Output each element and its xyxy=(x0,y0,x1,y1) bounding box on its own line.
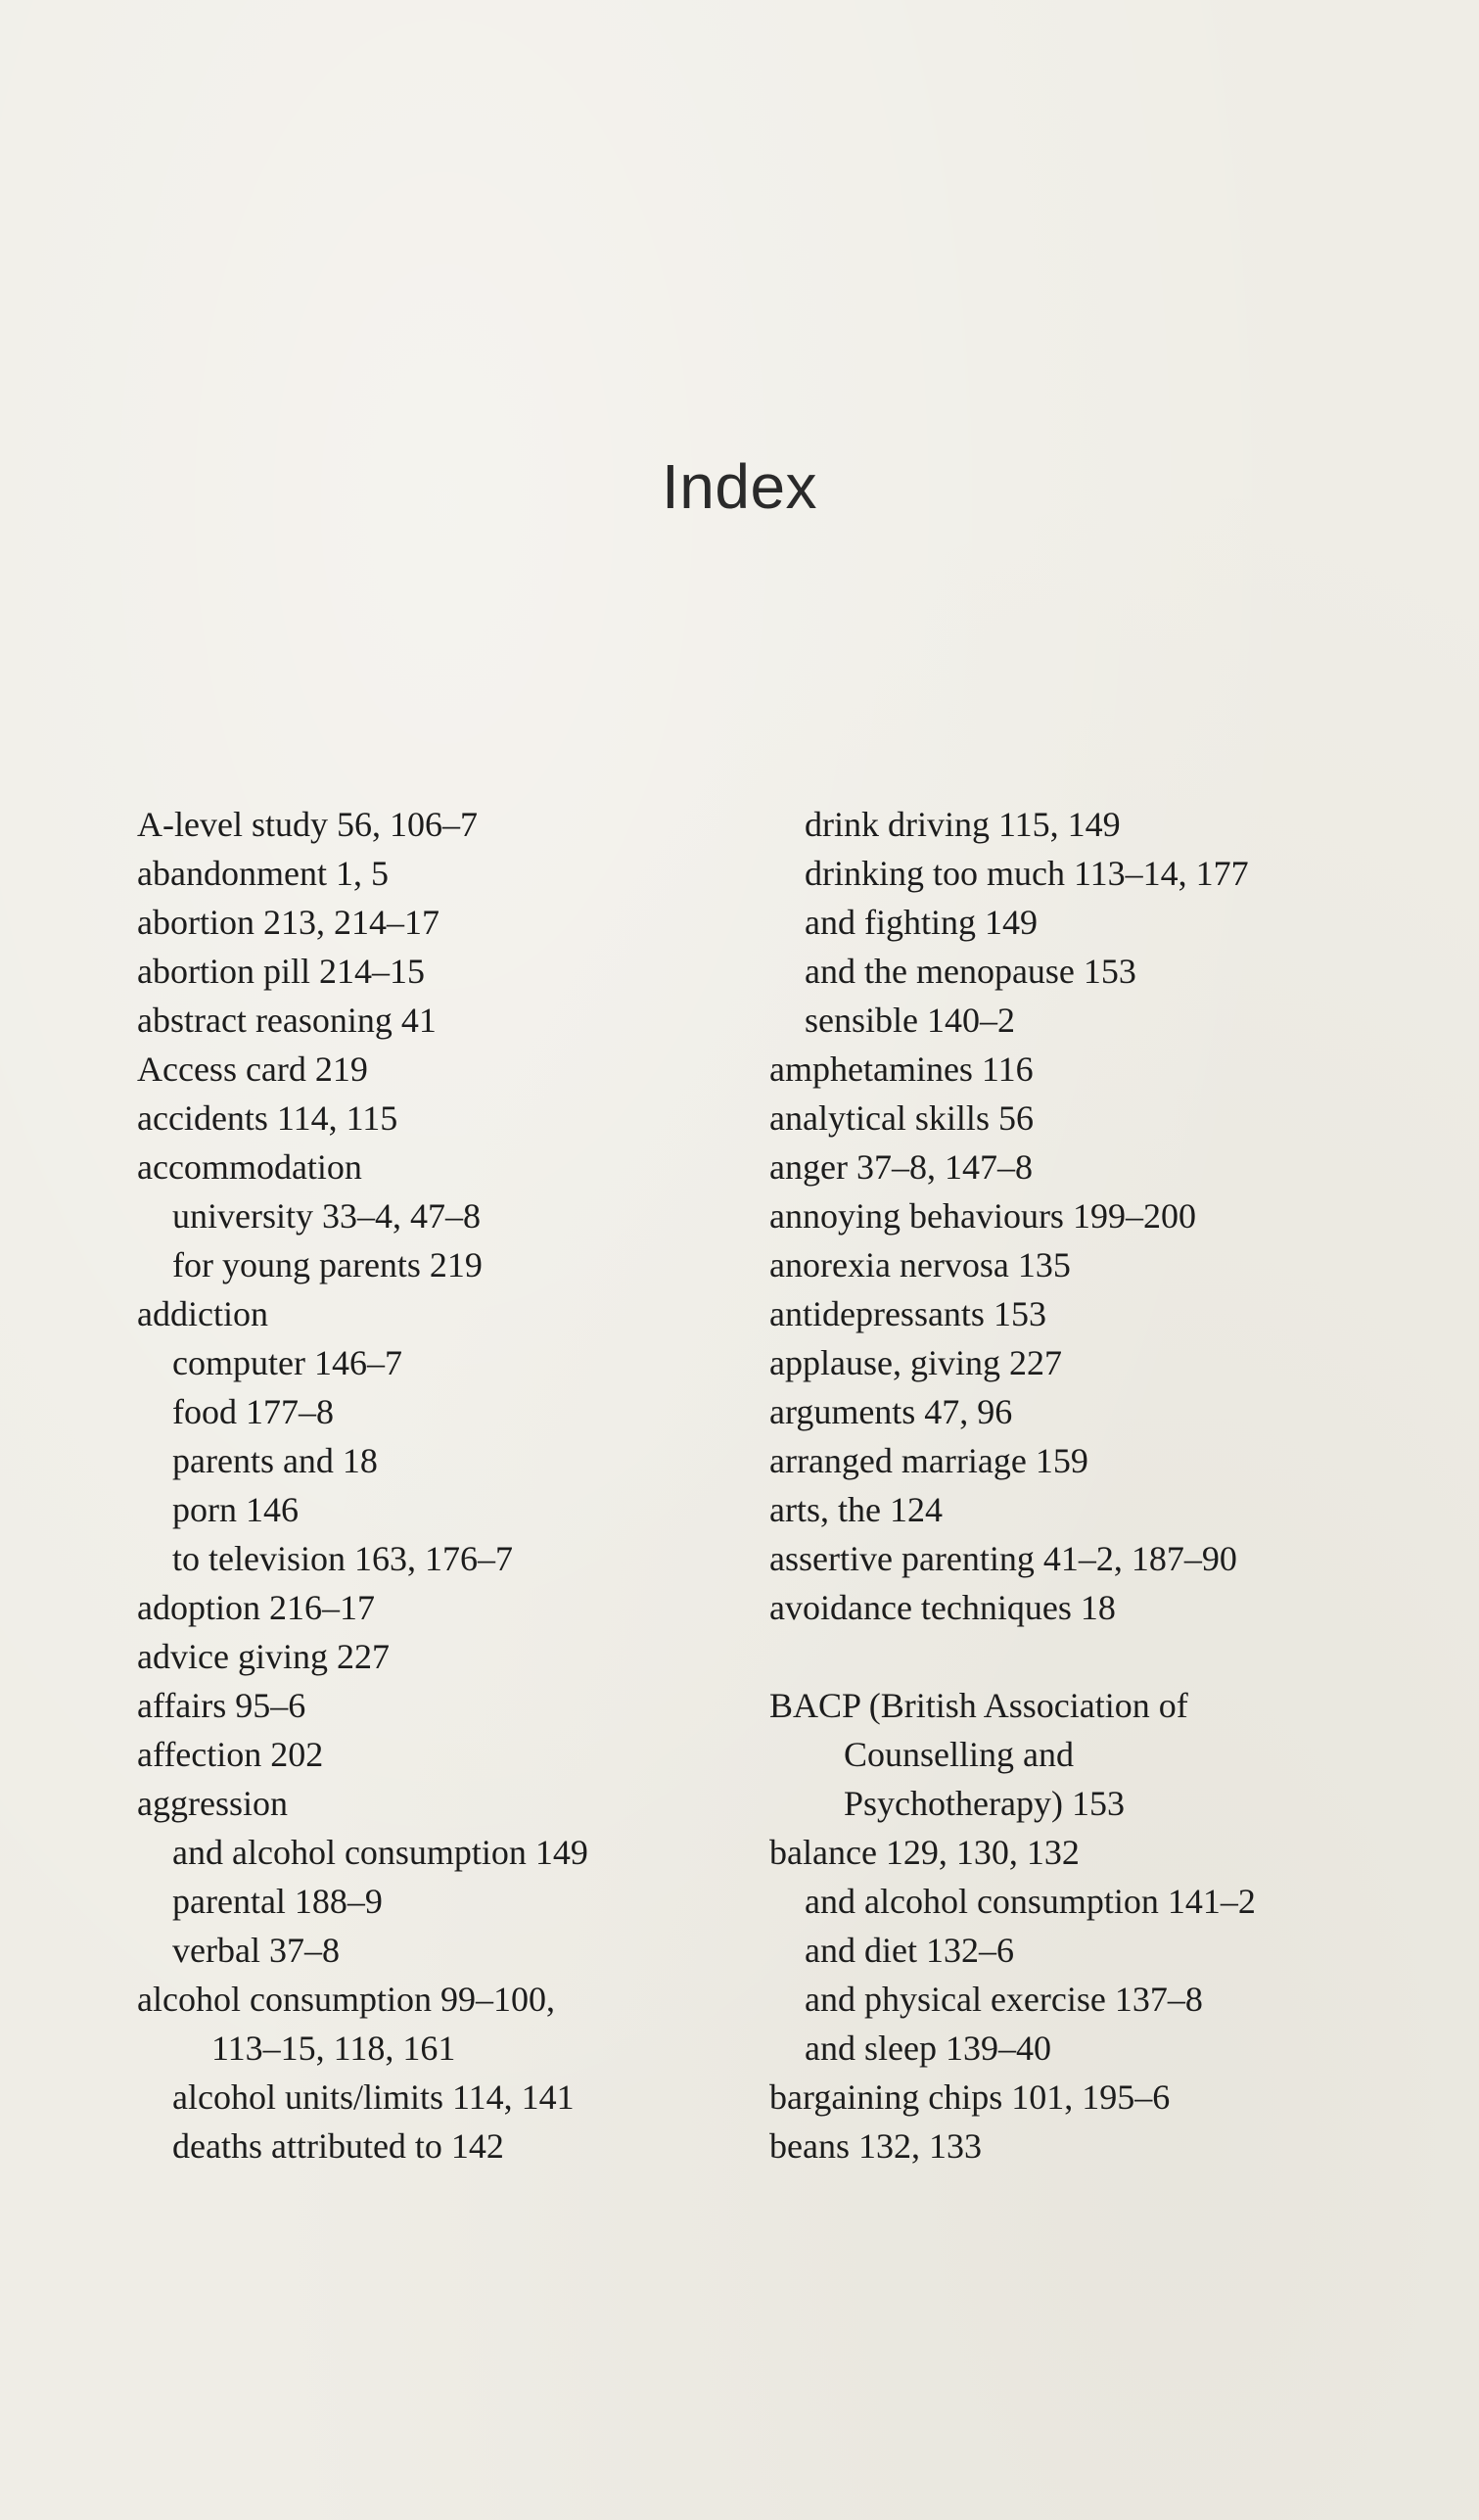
index-column-left xyxy=(137,800,783,2170)
index-subentry: deaths attributed to 142 xyxy=(172,2126,504,2166)
index-entry: alcohol consumption 99–100, xyxy=(137,1980,555,2019)
index-entry: analytical skills 56 xyxy=(769,1098,1034,1138)
page-title: Index xyxy=(661,451,818,522)
index-entry: anger 37–8, 147–8 xyxy=(769,1147,1033,1187)
index-subentry: drinking too much 113–14, 177 xyxy=(805,854,1249,893)
index-entry: Access card 219 xyxy=(137,1050,368,1089)
index-entry: abstract reasoning 41 xyxy=(137,1001,437,1040)
index-subentry: and physical exercise 137–8 xyxy=(805,1980,1203,2019)
index-subentry: to television 163, 176–7 xyxy=(172,1539,513,1578)
index-entry: amphetamines 116 xyxy=(769,1050,1034,1089)
index-entry: addiction xyxy=(137,1294,268,1333)
index-subentry: verbal 37–8 xyxy=(172,1931,340,1970)
index-subentry: and diet 132–6 xyxy=(805,1931,1014,1970)
index-entry: advice giving 227 xyxy=(137,1637,390,1676)
index-subentry: and the menopause 153 xyxy=(805,952,1136,991)
index-subentry: and alcohol consumption 141–2 xyxy=(805,1882,1256,1921)
index-subentry: and alcohol consumption 149 xyxy=(172,1833,588,1872)
index-entry: arguments 47, 96 xyxy=(769,1392,1013,1431)
section-gap xyxy=(769,1632,1415,1681)
index-entry-continuation: Counselling and xyxy=(844,1735,1074,1774)
index-entry: A-level study 56, 106–7 xyxy=(137,805,478,844)
index-entry: applause, giving 227 xyxy=(769,1343,1062,1382)
index-subentry: and sleep 139–40 xyxy=(805,2029,1051,2068)
index-entry: beans 132, 133 xyxy=(769,2126,982,2166)
index-entry: annoying behaviours 199–200 xyxy=(769,1196,1196,1236)
index-entry: abortion pill 214–15 xyxy=(137,952,425,991)
index-subentry: computer 146–7 xyxy=(172,1343,402,1382)
index-entry: affection 202 xyxy=(137,1735,324,1774)
index-column-right xyxy=(769,800,1415,2170)
index-subentry: food 177–8 xyxy=(172,1392,334,1431)
index-entry: antidepressants 153 xyxy=(769,1294,1046,1333)
index-subentry: and fighting 149 xyxy=(805,903,1038,942)
index-entry: abortion 213, 214–17 xyxy=(137,903,439,942)
index-entry: assertive parenting 41–2, 187–90 xyxy=(769,1539,1237,1578)
index-subentry: parental 188–9 xyxy=(172,1882,383,1921)
index-entry: anorexia nervosa 135 xyxy=(769,1245,1071,1284)
index-subentry: alcohol units/limits 114, 141 xyxy=(172,2077,575,2117)
index-entry: bargaining chips 101, 195–6 xyxy=(769,2077,1171,2117)
index-entry: accidents 114, 115 xyxy=(137,1098,398,1138)
index-subentry: porn 146 xyxy=(172,1490,299,1529)
index-entry: arranged marriage 159 xyxy=(769,1441,1088,1480)
index-subentry: university 33–4, 47–8 xyxy=(172,1196,481,1236)
index-entry: BACP (British Association of xyxy=(769,1686,1188,1725)
index-subentry: for young parents 219 xyxy=(172,1245,483,1284)
index-subentry: drink driving 115, 149 xyxy=(805,805,1121,844)
index-entry-continuation: Psychotherapy) 153 xyxy=(844,1784,1125,1823)
index-entry: accommodation xyxy=(137,1147,362,1187)
index-entry: aggression xyxy=(137,1784,288,1823)
index-entry: arts, the 124 xyxy=(769,1490,943,1529)
index-entry: abandonment 1, 5 xyxy=(137,854,389,893)
index-entry: avoidance techniques 18 xyxy=(769,1588,1116,1627)
index-subentry: sensible 140–2 xyxy=(805,1001,1015,1040)
index-subentry: parents and 18 xyxy=(172,1441,378,1480)
index-entry: balance 129, 130, 132 xyxy=(769,1833,1080,1872)
index-entry-continuation: 113–15, 118, 161 xyxy=(211,2029,456,2068)
index-entry: adoption 216–17 xyxy=(137,1588,375,1627)
index-entry: affairs 95–6 xyxy=(137,1686,306,1725)
